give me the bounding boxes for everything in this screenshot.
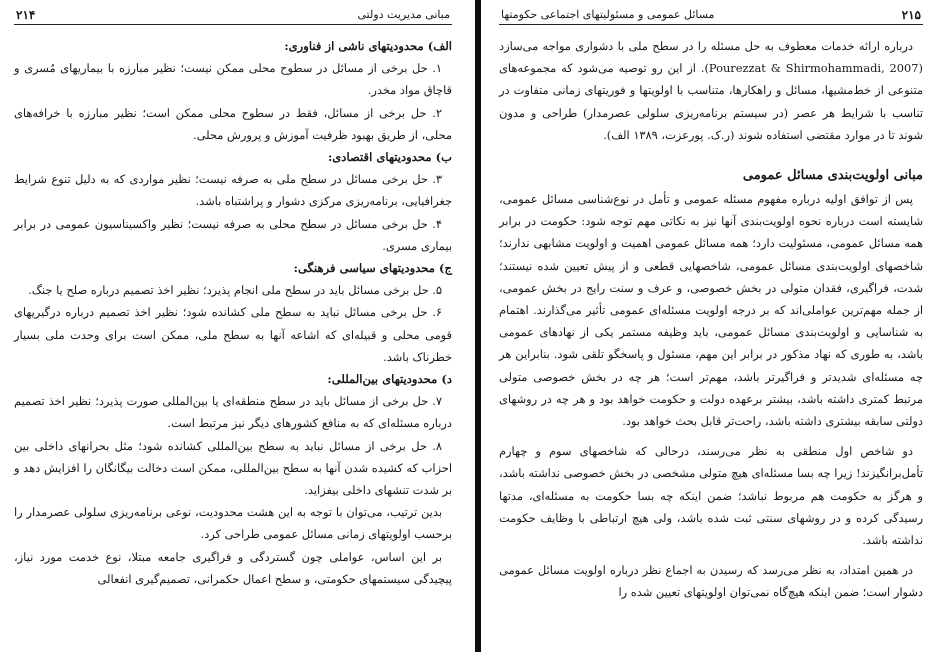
- body-paragraph: دو شاخص اول منطقی به نظر می‌رسند، درحالی که شاخصهای سوم و چهارم تأمل‌برانگیزند! زیرا چه بسا مسئله‌ای هیچ متولی مشخصی در بخش خصوصی نداشته باشد، و هرگز به حکومت هم مربوط نباشد؛ ضمن اینکه چه بسا حکومت به مسئله‌ای، مدتها رسیدگی کرده و در روشهای سنتی ثبت شده باشد، ولی هیچ ارتباطی با وظایف حکومت نداشته باشد.: [499, 444, 923, 548]
- right-paragraphs: [499, 188, 923, 604]
- body-paragraph: بر این اساس، عواملی چون گستردگی و فراگیری جامعه مبتلا، نوع خدمت مورد نیاز، پیچیدگی سیستمهای حکومتی، و سطح اعمال حکمرانی، تصمیم‌گیری انفعالی: [14, 549, 452, 586]
- subsection-heading: ب) محدودیتهای اقتصادی:: [327, 150, 452, 165]
- intro-paragraph: درباره ارائه خدمات معطوف به حل مسئله را در سطح ملی با دشواری مواجه می‌سازد (Pourezzat & Shirmohammadi, 2007). از این رو توصیه می‌شود که مجموعه‌های متنوعی از خط‌مشیها، مسائل و راهکارها، متناسب با اولویتها و فوریتهای زمانی متفاوت در تناسب با شرایط هر عصر (در سیستم برنامه‌ریزی سلولی عصرمدار) طراحی و مدون شوند تا در موارد مقتضی استفاده شوند (ر.ک. پورعزت، ۱۳۸۹ الف).: [499, 39, 923, 142]
- page-gutter-divider: [475, 0, 481, 652]
- subsection-heading: د) محدودیتهای بین‌المللی:: [327, 372, 452, 387]
- body-paragraph: ۱. حل برخی از مسائل در سطوح محلی ممکن نیست؛ نظیر مبارزه با بیماریهای مُسری و قاچاق مواد مخدر.: [14, 61, 452, 98]
- right-running-title: مسائل عمومی و مسئولیتهای اجتماعی حکومتها: [501, 8, 715, 21]
- body-paragraph: ۷. حل برخی از مسائل باید در سطح منطقه‌ای یا بین‌المللی صورت پذیرد؛ نظیر اخذ تصمیم درباره مسئله‌ای که به منافع کشورهای دیگر نیز مرتبط است.: [14, 394, 452, 431]
- right-page-number: ۲۱۵: [901, 8, 921, 22]
- section-heading: مبانی اولویت‌بندی مسائل عمومی: [742, 168, 923, 184]
- body-paragraph: ۵. حل برخی مسائل باید در سطح ملی انجام پذیرد؛ نظیر اخذ تصمیم درباره صلح یا جنگ.: [28, 283, 442, 298]
- left-page-number: ۲۱۴: [16, 8, 36, 22]
- body-paragraph: بدین ترتیب، می‌توان با توجه به این هشت محدودیت، نوعی برنامه‌ریزی سلولی عصرمدار را برحسب اولویتهای زمانی مسائل عمومی طراحی کرد.: [14, 505, 452, 542]
- body-paragraph: در همین امتداد، به نظر می‌رسد که رسیدن به اجماع نظر درباره اولویت مسائل عمومی دشوار است؛ ضمن اینکه هیچ‌گاه نمی‌توان اولویتهای تعیین شده را: [499, 563, 923, 600]
- body-paragraph: ۳. حل برخی مسائل در سطح ملی به صرفه نیست؛ نظیر مواردی که به دلیل تنوع شرایط جغرافیایی، برنامه‌ریزی مرکزی دشوار و پراشتباه باشد.: [14, 172, 452, 209]
- right-running-head: [499, 4, 923, 25]
- left-running-title: مبانی مدیریت دولتی: [357, 8, 450, 21]
- body-paragraph: پس از توافق اولیه درباره مفهوم مسئله عمومی و تأمل در نوع‌شناسی مسائل عمومی، شایسته است درباره نحوه اولویت‌بندی آنها نیز به نکاتی مهم توجه شود: حکومت در برابر همه مسائل عمومی، مسئولیت دارد؛ همه مسائل عمومی اهمیت و اولویت مشابهی ندارند؛ شاخصهای اولویت‌بندی مسائل عمومی، شاخصهایی قطعی و از پیش تعیین شده نیستند؛ شدت، فراگیری، فقدان متولی در بخش خصوصی، و عرف و سنت رایج در بخش عمومی، از جمله مهم‌ترین عواملی‌اند که بر درجه اولویت مسئله‌ای عمومی تأثیر می‌گذارند. اهتمام به شناسایی و اولویت‌بندی مسائل عمومی، باید وظیفه مستمر یکی از نهادهای عمومی باشد، به طوری که نهاد مذکور در برابر این مهم، مسئول و پاسخگو تلقی شود. بنابراین هر چه مسئله‌ای شدیدتر و فراگیرتر باشد، مهم‌تر است؛ هر چه در بخش خصوصی متولی مرتبط کمتری داشته باشد، بیشتر برعهده دولت و حکومت خواهد بود و هر چه در روشهای دولتی سابقه بیشتری داشته باشد، راحت‌تر قابل بحث خواهد بود.: [499, 192, 923, 429]
- right-page: [485, 0, 939, 652]
- subsection-heading: الف) محدودیتهای ناشی از فناوری:: [284, 39, 452, 53]
- left-page-body: [14, 35, 452, 590]
- right-page-body: [499, 35, 923, 604]
- body-paragraph: ۸. حل برخی از مسائل نباید به سطح بین‌المللی کشانده شود؛ مثل بحرانهای داخلی بین احزاب که کشیده شدن آنها به سطح بین‌المللی، ممکن است دخالت بیگانگان را افزایش دهد و بر شدت تنشهای داخلی بیفزاید.: [14, 438, 452, 498]
- body-paragraph: ۴. حل برخی مسائل در سطح محلی به صرفه نیست؛ نظیر واکسیناسیون عمومی در برابر بیماری مسری.: [14, 216, 452, 253]
- subsection-heading: ج) محدودیتهای سیاسی فرهنگی:: [293, 261, 452, 276]
- body-paragraph: ۶. حل برخی مسائل نباید به سطح ملی کشانده شود؛ نظیر اخذ تصمیم درباره درگیریهای قومی محلی و قبیله‌ای که اشاعه آنها به سطح ملی، ممکن است برای وحدت ملی بسیار خطرناک باشد.: [14, 305, 452, 364]
- body-paragraph: ۲. حل برخی از مسائل، فقط در سطوح محلی ممکن است؛ نظیر مبارزه با خرافه‌های محلی، از طریق بهبود ظرفیت آموزش و پرورش محلی.: [14, 105, 452, 142]
- left-running-head: [14, 4, 452, 25]
